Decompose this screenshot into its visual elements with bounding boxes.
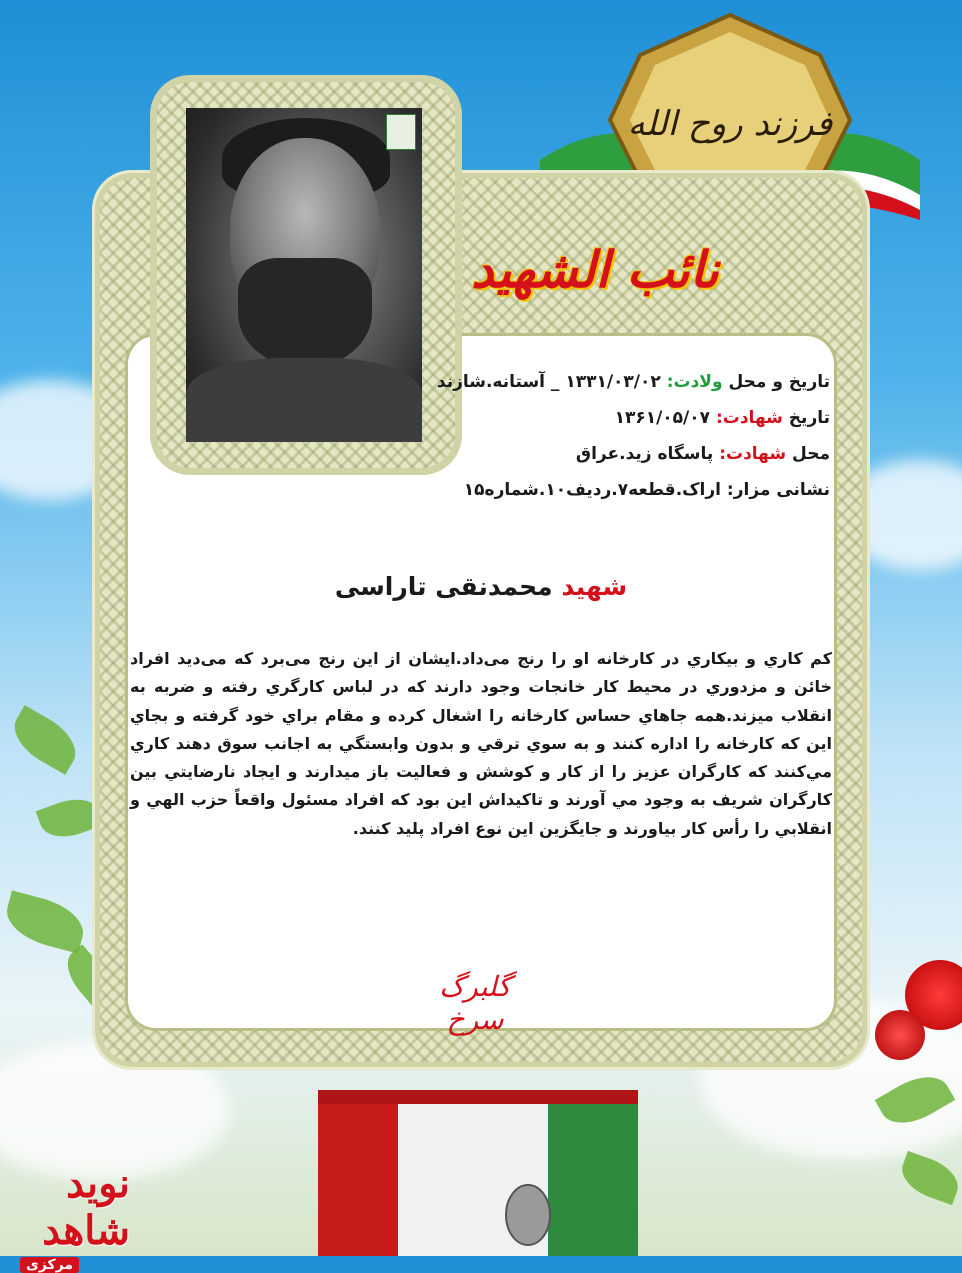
martyrdom-date-info: تاریخ شهادت: ۱۳۶۱/۰۵/۰۷ [614, 408, 830, 428]
biography-text: کم کاري و بيکاري در کارخانه او را رنج می‌داد.ایشان از این رنج می‌برد که می‌دید افراد خائن و مزدوري در محيط کار خانجات وجود دارند که در لباس کارگري رفته و ضربه به انقلاب ميزند.همه جاهاي حساس کارخانه را اشغال کرده و مقام براي خود گرفته و بجاي اين که کارخانه را اداره کنند و به سوي ترقي و بدون وابستگي به اجانب سوق دهند کاري مي‌کنند که کارگران عزيز را از کار و کوشش و فعاليت باز ميدارند و ايجاد نارضايتي بين کارگران شريف به وجود مي آورند و تاکيداش اين بود که افراد مسئول واقعاً حزب الهي و انقلابي را رأس کار بياورند و جايگزين اين نوع افراد پليد کنند. [130, 649, 832, 838]
martyr-name: شهید محمدنقی تاراسی [334, 572, 628, 601]
grave-info: نشانی مزار: اراک.قطعه۷.ردیف۱۰.شماره۱۵ [463, 480, 830, 500]
flag-coffin-icon [318, 1080, 638, 1256]
badge-icon [386, 114, 416, 150]
info-block [370, 364, 830, 508]
svg-text:فرزند روح الله: فرزند روح الله [627, 104, 833, 144]
martyrdom-place-info: محل شهادت: پاسگاه زید.عراق [575, 444, 830, 464]
navid-shahed-logo: نوید شاهد مرکزی [20, 1160, 130, 1240]
signature: گلبرگ سرخ [439, 970, 511, 1036]
birth-info: تاریخ و محل ولادت: ۱۳۳۱/۰۳/۰۲ _ آستانه.شازند [436, 372, 830, 392]
page-title: نائب الشهید [471, 240, 719, 299]
